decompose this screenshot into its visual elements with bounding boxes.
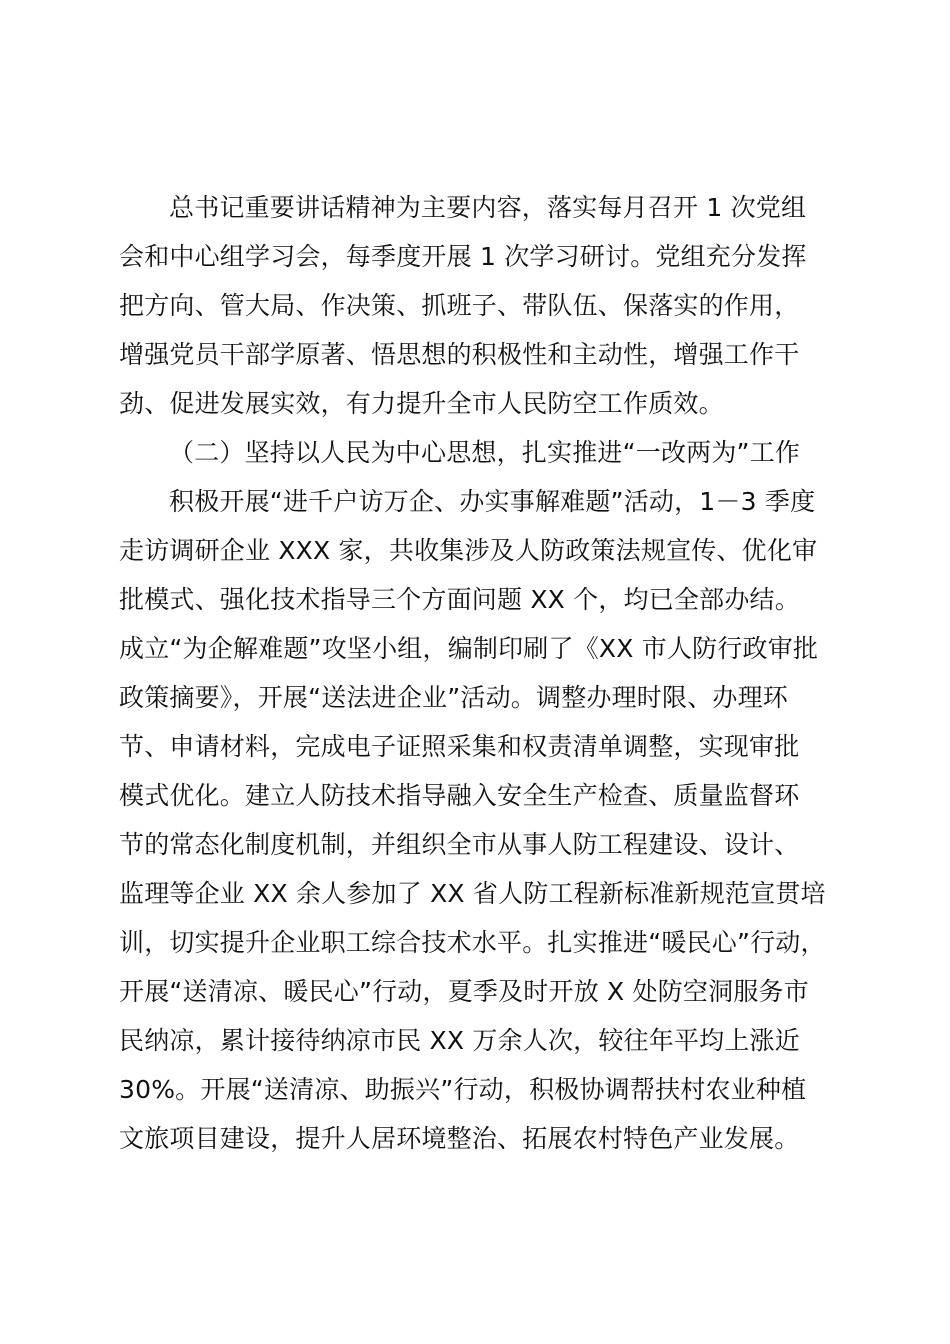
paragraph-2-line-7: 模式优化。建立人防技术指导融入安全生产检查、质量监督环 [119, 781, 800, 810]
section-heading: （二）坚持以人民为中心思想，扎实推进“一改两为”工作 [169, 438, 801, 467]
paragraph-2-line-11: 开展“送清凉、暖民心”行动，夏季及时开放 X 处防空洞服务市 [119, 977, 809, 1006]
paragraph-2-line-13: 30%。开展“送清凉、助振兴”行动，积极协调帮扶村农业种植 [119, 1075, 807, 1104]
paragraph-2-line-6: 节、申请材料，完成电子证照采集和权责清单调整，实现审批 [119, 732, 800, 761]
paragraph-1-line-4: 增强党员干部学原著、悟思想的积极性和主动性，增强工作干 [119, 340, 800, 369]
paragraph-2-line-10: 训，切实提升企业职工综合技术水平。扎实推进“暖民心”行动， [119, 928, 826, 957]
paragraph-1-line-5: 劲、促进发展实效，有力提升全市人民防空工作质效。 [119, 389, 724, 418]
paragraph-1-line-1: 总书记重要讲话精神为主要内容，落实每月召开 1 次党组 [169, 193, 807, 222]
paragraph-2-line-14: 文旅项目建设，提升人居环境整治、拓展农村特色产业发展。 [119, 1124, 800, 1153]
paragraph-2-line-3: 批模式、强化技术指导三个方面问题 XX 个，均已全部办结。 [119, 585, 800, 614]
paragraph-2-line-8: 节的常态化制度机制，并组织全市从事人防工程建设、设计、 [119, 830, 800, 859]
paragraph-1-line-3: 把方向、管大局、作决策、抓班子、带队伍、保落实的作用， [119, 291, 800, 320]
paragraph-2-line-9: 监理等企业 XX 余人参加了 XX 省人防工程新标准新规范宣贯培 [119, 879, 826, 908]
paragraph-2-line-1: 积极开展“进千户访万企、办实事解难题”活动，1－3 季度 [169, 487, 816, 516]
paragraph-2-line-5: 政策摘要》，开展“送法进企业”活动。调整办理时限、办理环 [119, 683, 789, 712]
paragraph-2-line-2: 走访调研企业 XXX 家，共收集涉及人防政策法规宣传、优化审 [119, 536, 818, 565]
paragraph-2-line-4: 成立“为企解难题”攻坚小组，编制印刷了《XX 市人防行政审批 [119, 634, 819, 663]
paragraph-1-line-2: 会和中心组学习会，每季度开展 1 次学习研讨。党组充分发挥 [119, 242, 807, 271]
paragraph-2-line-12: 民纳凉，累计接待纳凉市民 XX 万余人次，较往年平均上涨近 [119, 1026, 800, 1055]
